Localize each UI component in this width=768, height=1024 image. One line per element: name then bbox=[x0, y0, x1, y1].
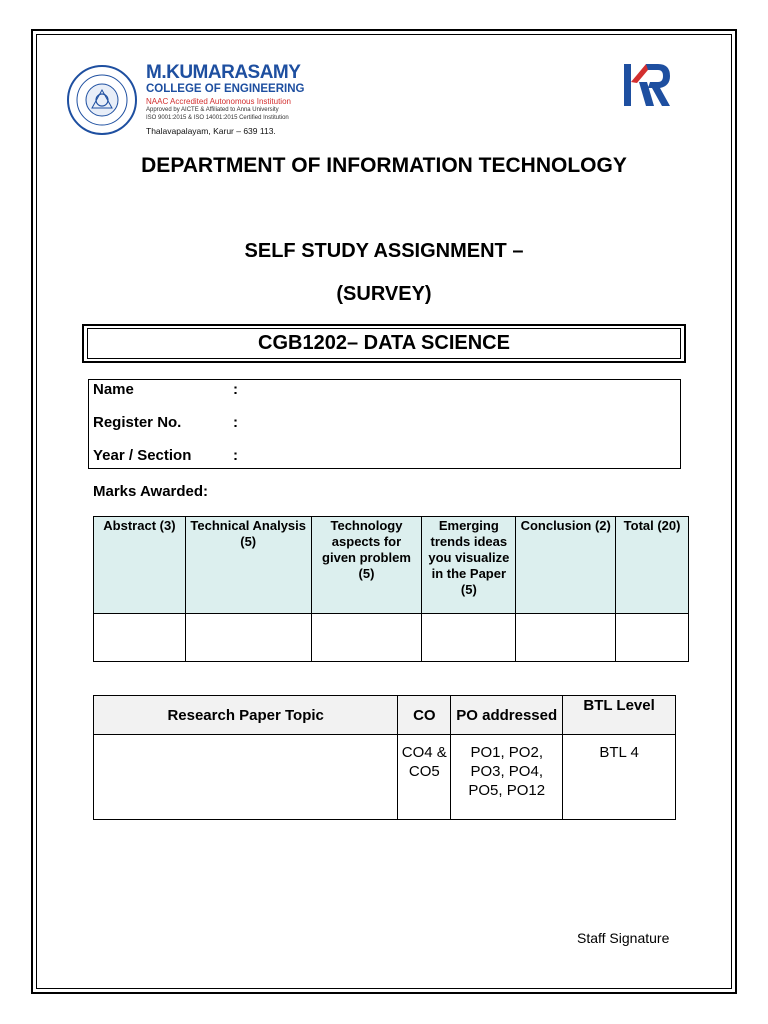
co-value-cell: CO4 & CO5 bbox=[398, 735, 451, 820]
approval-line-1: Approved by AICTE & Affiliated to Anna University bbox=[146, 107, 279, 113]
year-row bbox=[93, 447, 238, 464]
name-row bbox=[93, 381, 238, 398]
co-header-cell: CO bbox=[398, 696, 451, 735]
topic-header-cell: Research Paper Topic bbox=[94, 696, 398, 735]
kr-logo bbox=[620, 52, 672, 108]
marks-header-cell: Technology aspects for given problem (5) bbox=[311, 517, 422, 614]
staff-signature-label: Staff Signature bbox=[577, 930, 670, 946]
marks-header-cell: Abstract (3) bbox=[94, 517, 186, 614]
register-label: Register No. bbox=[93, 414, 182, 431]
college-address: Thalavapalayam, Karur – 639 113. bbox=[146, 126, 276, 136]
department-title: DEPARTMENT OF INFORMATION TECHNOLOGY bbox=[141, 154, 627, 177]
register-separator: : bbox=[233, 414, 238, 431]
research-topic-table bbox=[93, 695, 676, 820]
assignment-subtitle: (SURVEY) bbox=[336, 283, 432, 305]
po-value-cell: PO1, PO2, PO3, PO4, PO5, PO12 bbox=[451, 735, 563, 820]
marks-entry-cell bbox=[422, 614, 516, 662]
topic-value-row bbox=[94, 735, 676, 820]
marks-header-cell: Technical Analysis (5) bbox=[185, 517, 311, 614]
topic-value-cell bbox=[94, 735, 398, 820]
college-seal-logo bbox=[66, 64, 138, 136]
marks-header-cell: Total (20) bbox=[616, 517, 689, 614]
marks-table bbox=[93, 516, 689, 662]
topic-header-row bbox=[94, 696, 676, 735]
approval-line-2: ISO 9001:2015 & ISO 14001:2015 Certified Institution bbox=[146, 114, 289, 121]
year-separator: : bbox=[233, 447, 238, 464]
marks-entry-cell bbox=[616, 614, 689, 662]
marks-entry-cell bbox=[94, 614, 186, 662]
marks-header-cell: Conclusion (2) bbox=[516, 517, 616, 614]
marks-entry-cell bbox=[516, 614, 616, 662]
year-section-label: Year / Section bbox=[93, 447, 192, 464]
assignment-title: SELF STUDY ASSIGNMENT – bbox=[244, 240, 524, 262]
btl-value-cell: BTL 4 bbox=[563, 735, 676, 820]
marks-header-cell: Emerging trends ideas you visualize in the Paper (5) bbox=[422, 517, 516, 614]
college-subtitle: COLLEGE OF ENGINEERING bbox=[146, 83, 305, 95]
college-name: M.KUMARASAMY bbox=[146, 62, 301, 83]
college-header bbox=[146, 63, 346, 137]
name-label: Name bbox=[93, 381, 134, 398]
po-header-cell: PO addressed bbox=[451, 696, 563, 735]
name-separator: : bbox=[233, 381, 238, 398]
accreditation-line: NAAC Accredited Autonomous Institution bbox=[146, 97, 291, 106]
marks-entry-row bbox=[94, 614, 689, 662]
register-row bbox=[93, 414, 238, 431]
marks-header-row bbox=[94, 517, 689, 614]
marks-entry-cell bbox=[311, 614, 422, 662]
marks-entry-cell bbox=[185, 614, 311, 662]
marks-awarded-label: Marks Awarded: bbox=[93, 483, 209, 500]
course-title: CGB1202– DATA SCIENCE bbox=[87, 328, 681, 359]
btl-header-cell: BTL Level bbox=[563, 696, 676, 735]
